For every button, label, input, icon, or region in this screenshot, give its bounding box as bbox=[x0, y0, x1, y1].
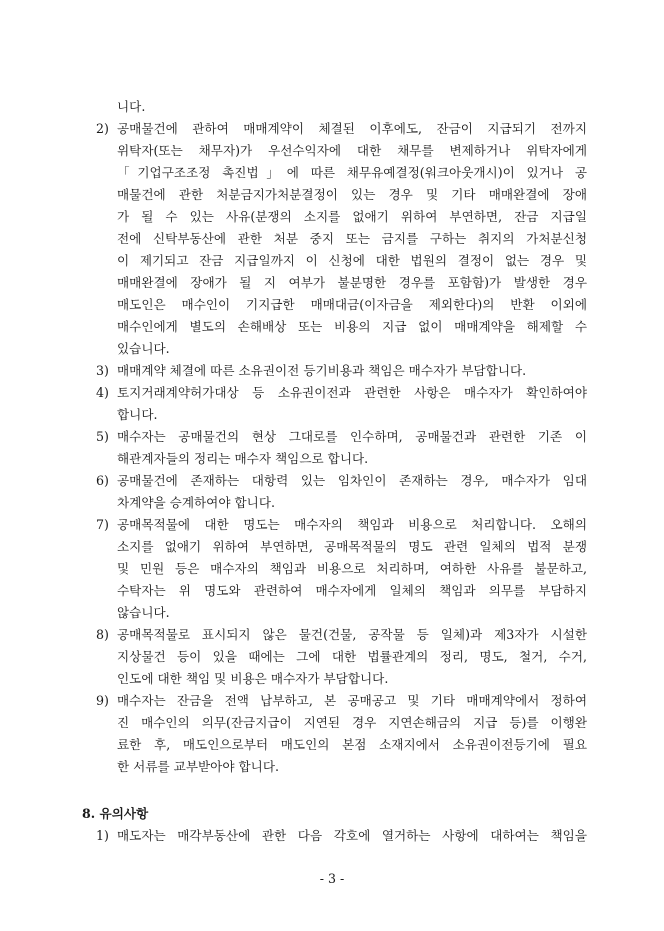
text-line: 소지를 없애기 위하여 부연하면, 공매목적물의 명도 관련 일체의 법적 분쟁 bbox=[117, 539, 587, 554]
item-number: 4) bbox=[96, 385, 109, 400]
list-item bbox=[82, 360, 587, 382]
text-line: 매매계약 체결에 따른 소유권이전 등기비용과 책임은 매수자가 부담합니다. bbox=[117, 363, 527, 378]
text-line: 합니다. bbox=[117, 407, 158, 422]
item-number: 2) bbox=[96, 121, 109, 136]
text-line: 해관계자들의 정리는 매수자 책임으로 합니다. bbox=[117, 451, 369, 466]
text-line: 매도자는 매각부동산에 관한 다음 각호에 열거하는 사항에 대하여는 책임을 bbox=[117, 828, 587, 843]
text-line: 공매목적물로 표시되지 않은 물건(건물, 공작물 등 일체)과 제3자가 시설한 bbox=[117, 627, 587, 642]
text-line: 한 서류를 교부받아야 합니다. bbox=[117, 759, 279, 774]
text-line: 「기업구조조정 촉진법」에 따른 채무유예결정(워크아웃개시)이 있거나 공 bbox=[117, 165, 587, 180]
section-title: 8. 유의사항 bbox=[82, 806, 149, 821]
text-line: 매수자는 잔금을 전액 납부하고, 본 공매공고 및 기타 매매계약에서 정하여 bbox=[117, 693, 587, 708]
text-line: 가 될 수 있는 사유(분쟁의 소지를 없애기 위하여 부연하면, 잔금 지급일 bbox=[117, 209, 587, 224]
list-item bbox=[82, 624, 587, 690]
item-list bbox=[82, 118, 587, 778]
section-item-list bbox=[82, 825, 587, 847]
page-content bbox=[82, 96, 587, 847]
item-number: 9) bbox=[96, 693, 109, 708]
text-line: 및 민원 등은 매수자의 책임과 비용으로 처리하며, 여하한 사유를 불문하고, bbox=[117, 561, 587, 576]
text-line: 위탁자(또는 채무자)가 우선수익자에 대한 채무를 변제하거나 위탁자에게 bbox=[117, 143, 587, 158]
text-line: 매매완결에 장애가 될 지 여부가 불분명한 경우를 포함함)가 발생한 경우 bbox=[117, 275, 587, 290]
text-line: 진 매수인의 의무(잔금지급이 지연된 경우 지연손해금의 지급 등)를 이행완 bbox=[117, 715, 587, 730]
text-line: 인도에 대한 책임 및 비용은 매수자가 부담합니다. bbox=[117, 671, 389, 686]
continuation-line: 니다. bbox=[117, 99, 146, 114]
list-item bbox=[82, 514, 587, 624]
item-number: 7) bbox=[96, 517, 109, 532]
text-line: 않습니다. bbox=[117, 605, 170, 620]
text-line: 수탁자는 위 명도와 관련하여 매수자에게 일체의 책임과 의무를 부담하지 bbox=[117, 583, 587, 598]
text-line: 공매물건에 존재하는 대항력 있는 임차인이 존재하는 경우, 매수자가 임대 bbox=[117, 473, 587, 488]
item-number: 1) bbox=[96, 828, 109, 843]
text-line: 매수인에게 별도의 손해배상 또는 비용의 지급 없이 매매계약을 해제할 수 bbox=[117, 319, 587, 334]
text-line: 이 제기되고 잔금 지급일까지 이 신청에 대한 법원의 결정이 없는 경우 및 bbox=[117, 253, 587, 268]
text-line: 매수자는 공매물건의 현상 그대로를 인수하며, 공매물건과 관련한 기존 이 bbox=[117, 429, 587, 444]
list-item bbox=[82, 690, 587, 778]
list-item bbox=[82, 382, 587, 426]
text-line: 매도인은 매수인이 기지급한 매매대금(이자금을 제외한다)의 반환 이외에 bbox=[117, 297, 587, 312]
item-number: 5) bbox=[96, 429, 109, 444]
text-line: 매물건에 관한 처분금지가처분결정이 있는 경우 및 기타 매매완결에 장애 bbox=[117, 187, 587, 202]
list-item bbox=[82, 825, 587, 847]
text-line: 있습니다. bbox=[117, 341, 170, 356]
page-number: - 3 - bbox=[319, 871, 345, 886]
item-number: 8) bbox=[96, 627, 109, 642]
text-line: 지상물건 등이 있을 때에는 그에 대한 법률관계의 정리, 명도, 철거, 수거, bbox=[117, 649, 587, 664]
text-line: 차계약을 승계하여야 합니다. bbox=[117, 495, 275, 510]
text-line: 토지거래계약허가대상 등 소유권이전과 관련한 사항은 매수자가 확인하여야 bbox=[117, 385, 587, 400]
item-number: 6) bbox=[96, 473, 109, 488]
text-line: 료한 후, 매도인으로부터 매도인의 본점 소재지에서 소유권이전등기에 필요 bbox=[117, 737, 587, 752]
text-line: 전에 신탁부동산에 관한 처분 중지 또는 금지를 구하는 취지의 가처분신청 bbox=[117, 231, 587, 246]
list-item bbox=[82, 470, 587, 514]
text-line: 공매목적물에 대한 명도는 매수자의 책임과 비용으로 처리합니다. 오해의 bbox=[117, 517, 587, 532]
item-number: 3) bbox=[96, 363, 109, 378]
list-item bbox=[82, 426, 587, 470]
text-line: 공매물건에 관하여 매매계약이 체결된 이후에도, 잔금이 지급되기 전까지 bbox=[117, 121, 587, 136]
list-item bbox=[82, 118, 587, 360]
